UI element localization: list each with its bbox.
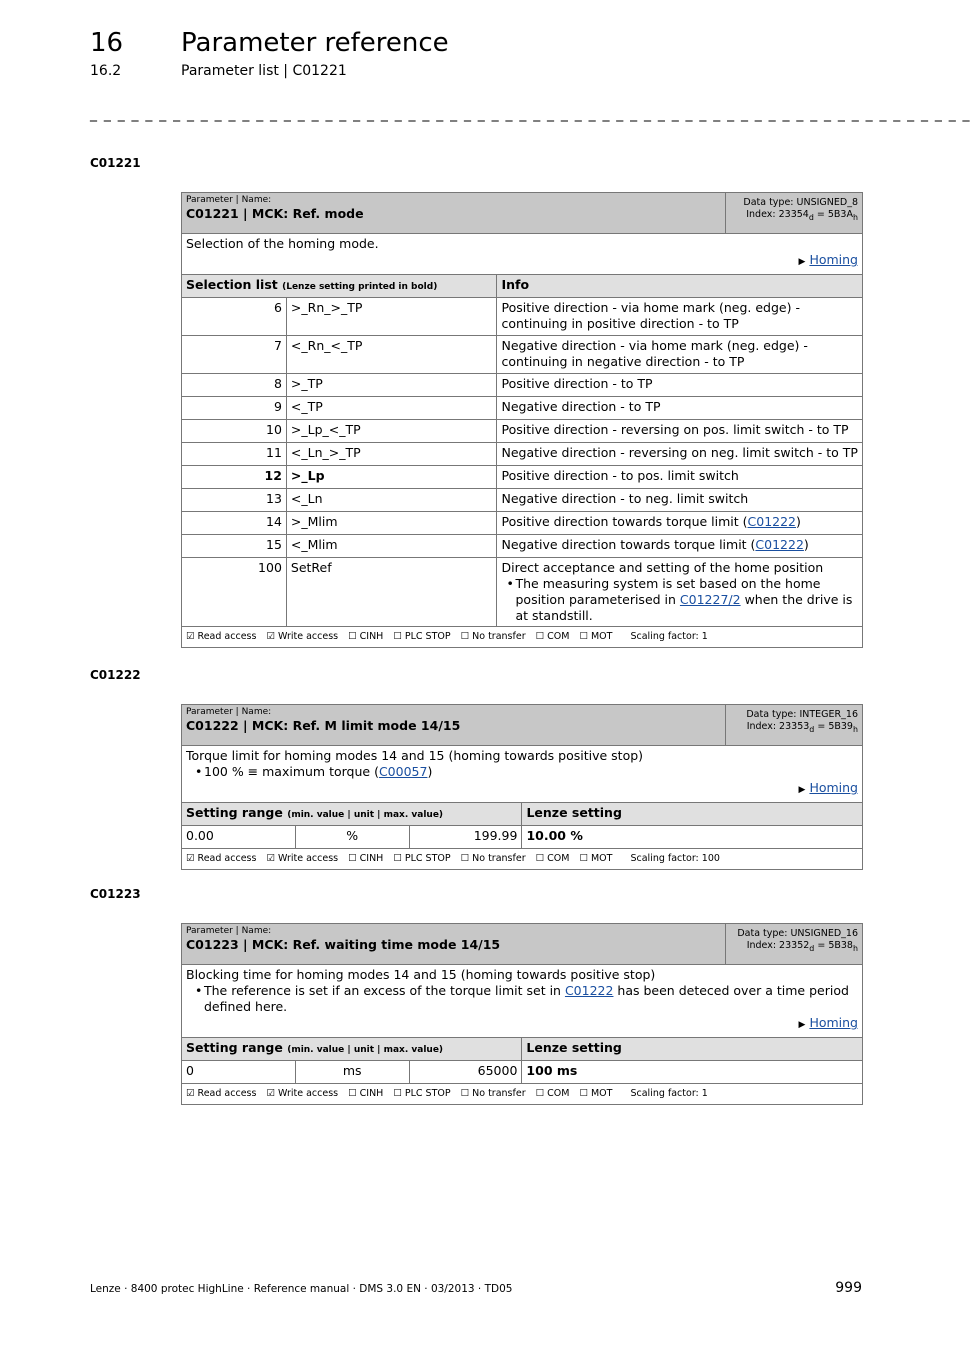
param-name: C01223 | MCK: Ref. waiting time mode 14/15 xyxy=(186,937,501,952)
param-description: Selection of the homing mode. xyxy=(186,236,379,251)
data-type: Data type: UNSIGNED_16 xyxy=(737,928,858,939)
link-c00057[interactable]: C00057 xyxy=(378,764,428,779)
homing-link[interactable]: Homing xyxy=(809,252,858,267)
param-name: C01221 | MCK: Ref. mode xyxy=(186,206,364,221)
data-type: Data type: INTEGER_16 xyxy=(746,709,858,720)
table-row: 14 >_Mlim Positive direction towards torque limit (C01222) xyxy=(182,512,863,535)
max-value: 65000 xyxy=(409,1061,522,1084)
lenze-setting-value: 10.00 % xyxy=(522,826,863,849)
access-flags: ☑ Read access ☑ Write access ☐ CINH ☐ PLC STOP ☐ No transfer ☐ COM ☐ MOT Scaling factor: 100 xyxy=(182,849,863,870)
unit: % xyxy=(295,826,409,849)
param-table-c01223: Parameter | Name: C01223 | MCK: Ref. waiting time mode 14/15 Data type: UNSIGNED_16 Index: $23352_d = 5B38_h$ Blocking time for homing modes 14 and 15 (homing towards positive stop) • The reference is set if an excess of the torque limit set in C01222 has been deteced over a time period defined here. ▶ Homing Setting range (min. value | unit | max. value) Lenze setting 0 ms 65000 100 ms ☑ Read access ☑ Write access ☐ CINH ☐ PLC STOP ☐ No transfer ☐ COM ☐ MOT Scaling factor: 1 xyxy=(181,923,863,1105)
param-name-label: Parameter | Name: xyxy=(186,195,272,205)
triangle-right-icon: ▶ xyxy=(798,1020,806,1030)
homing-link[interactable]: Homing xyxy=(809,1015,858,1030)
chapter-title: Parameter reference xyxy=(181,28,449,58)
index: Index: $23352_d = 5B38_h$ xyxy=(746,940,858,953)
lenze-setting-header: Lenze setting xyxy=(522,1038,863,1061)
unit: ms xyxy=(295,1061,409,1084)
param-description: Blocking time for homing modes 14 and 15 (homing towards positive stop) xyxy=(186,967,656,982)
table-row: 7 <_Rn_<_TP Negative direction - via home mark (neg. edge) - continuing in negative direction - to TP xyxy=(182,336,863,374)
table-row xyxy=(182,1061,863,1084)
access-flags: ☑ Read access ☑ Write access ☐ CINH ☐ PLC STOP ☐ No transfer ☐ COM ☐ MOT Scaling factor: 1 xyxy=(182,627,863,648)
footer-text: Lenze · 8400 protec HighLine · Reference manual · DMS 3.0 EN · 03/2013 · TD05 xyxy=(90,1283,513,1295)
scaling-factor: Scaling factor: 1 xyxy=(630,631,708,642)
triangle-right-icon: ▶ xyxy=(798,785,806,795)
section-number: 16.2 xyxy=(90,63,122,79)
min-value: 0 xyxy=(182,1061,296,1084)
section-label-c01222: C01222 xyxy=(90,668,141,682)
table-row: 6 >_Rn_>_TP Positive direction - via home mark (neg. edge) - continuing in positive direction - to TP xyxy=(182,298,863,336)
table-row: 12 >_Lp Positive direction - to pos. limit switch xyxy=(182,466,863,489)
section-title: Parameter list | C01221 xyxy=(181,63,347,79)
bullet-item: • 100 % ≡ maximum torque (C00057) xyxy=(204,764,858,780)
param-table-c01222: Parameter | Name: C01222 | MCK: Ref. M limit mode 14/15 Data type: INTEGER_16 Index: $23353_d = 5B39_h$ Torque limit for homing modes 14 and 15 (homing towards positive stop) • 100 % ≡ maximum torque (C00057) ▶ Homing Setting range (min. value | unit | max. value) Lenze setting 0.00 % 199.99 10.00 % ☑ Read access ☑ Write access ☐ CINH ☐ PLC STOP ☐ No transfer ☐ COM ☐ MOT Scaling factor: 100 xyxy=(181,704,863,870)
table-row: 13 <_Ln Negative direction - to neg. limit switch xyxy=(182,489,863,512)
table-row: 10 >_Lp_<_TP Positive direction - reversing on pos. limit switch - to TP xyxy=(182,420,863,443)
param-table-c01221: Parameter | Name: C01221 | MCK: Ref. mode Data type: UNSIGNED_8 Index: $23354_d = 5B3A_h$ Selection of the homing mode. ▶ Homing Selection list (Lenze setting printed in bold) Info 6 >_Rn_>_TP Positive direction - via home mark (neg. edge) - continuing in positive direction - to TP 7 <_Rn_<_TP Negative direction - via home mark (neg. edge) - continuing in negative direction - to TP 8 >_TP Positive direction - to TP 9 <_TP Negative direction - to TP 10 >_Lp_<_TP Positive direction - reversing on pos. limit switch - to TP 11 <_Ln_>_TP Negative direction - reversing on neg. limit switch - to TP 12 >_Lp Positive direction - to pos. limit switch 13 <_Ln Negative direction - to neg. limit switch 14 >_Mlim Positive direction towards torque limit (C01222) 15 <_Mlim Negative direction towards torque limit (C01222) 100 SetRef Direct acceptance and setting of the home position • The measuring system is set based on the home position parameterised in C01227/2 when the drive is at standstill. ☑ Read access ☑ Write access ☐ CINH ☐ PLC STOP ☐ No transfer ☐ COM ☐ MOT Scaling factor: 1 xyxy=(181,192,863,648)
data-type: Data type: UNSIGNED_8 xyxy=(743,197,858,208)
index: Index: $23353_d = 5B39_h$ xyxy=(746,721,858,734)
homing-link[interactable]: Homing xyxy=(809,780,858,795)
max-value: 199.99 xyxy=(409,826,522,849)
header-separator: _ _ _ _ _ _ _ _ _ _ _ _ _ _ _ _ _ _ _ _ _ _ _ _ _ _ _ _ _ _ _ _ _ _ _ _ _ _ _ _ _ _ _ _ _ _ _ _ _ _ _ _ _ _ _ _ _ _ _ _ _ _ _ _ xyxy=(90,106,971,122)
triangle-right-icon: ▶ xyxy=(798,257,806,267)
info-header: Info xyxy=(497,275,863,298)
section-label-c01223: C01223 xyxy=(90,887,141,901)
lenze-setting-header: Lenze setting xyxy=(522,803,863,826)
access-flags: ☑ Read access ☑ Write access ☐ CINH ☐ PLC STOP ☐ No transfer ☐ COM ☐ MOT Scaling factor: 1 xyxy=(182,1084,863,1105)
link-c01222[interactable]: C01222 xyxy=(755,537,804,552)
scaling-factor: Scaling factor: 100 xyxy=(630,853,720,864)
index: Index: $23354_d = 5B3A_h$ xyxy=(746,209,858,222)
link-c01222[interactable]: C01222 xyxy=(564,983,614,998)
table-row: 11 <_Ln_>_TP Negative direction - reversing on neg. limit switch - to TP xyxy=(182,443,863,466)
lenze-setting-value: 100 ms xyxy=(522,1061,863,1084)
setting-range-header: Setting range xyxy=(186,805,283,820)
bullet-item: • The reference is set if an excess of the torque limit set in C01222 has been deteced over a time period defined here. xyxy=(204,983,858,1015)
bullet-item: • The measuring system is set based on the home position parameterised in C01227/2 when the drive is at standstill. xyxy=(515,576,858,624)
min-value: 0.00 xyxy=(182,826,296,849)
setting-range-header: Setting range xyxy=(186,1040,283,1055)
link-c01227-2[interactable]: C01227/2 xyxy=(679,592,741,607)
table-row: 100 SetRef Direct acceptance and setting of the home position • The measuring system is set based on the home position parameterised in C01227/2 when the drive is at standstill. xyxy=(182,558,863,627)
param-name: C01222 | MCK: Ref. M limit mode 14/15 xyxy=(186,718,461,733)
scaling-factor: Scaling factor: 1 xyxy=(630,1088,708,1099)
table-row xyxy=(182,826,863,849)
table-row: 9 <_TP Negative direction - to TP xyxy=(182,397,863,420)
table-row: 15 <_Mlim Negative direction towards torque limit (C01222) xyxy=(182,535,863,558)
section-label-c01221: C01221 xyxy=(90,156,141,170)
selection-list-header: Selection list xyxy=(186,277,278,292)
param-description: Torque limit for homing modes 14 and 15 (homing towards positive stop) xyxy=(186,748,644,763)
chapter-number: 16 xyxy=(90,28,124,58)
table-row: 8 >_TP Positive direction - to TP xyxy=(182,374,863,397)
link-c01222[interactable]: C01222 xyxy=(747,514,797,529)
page-number: 999 xyxy=(835,1280,862,1296)
